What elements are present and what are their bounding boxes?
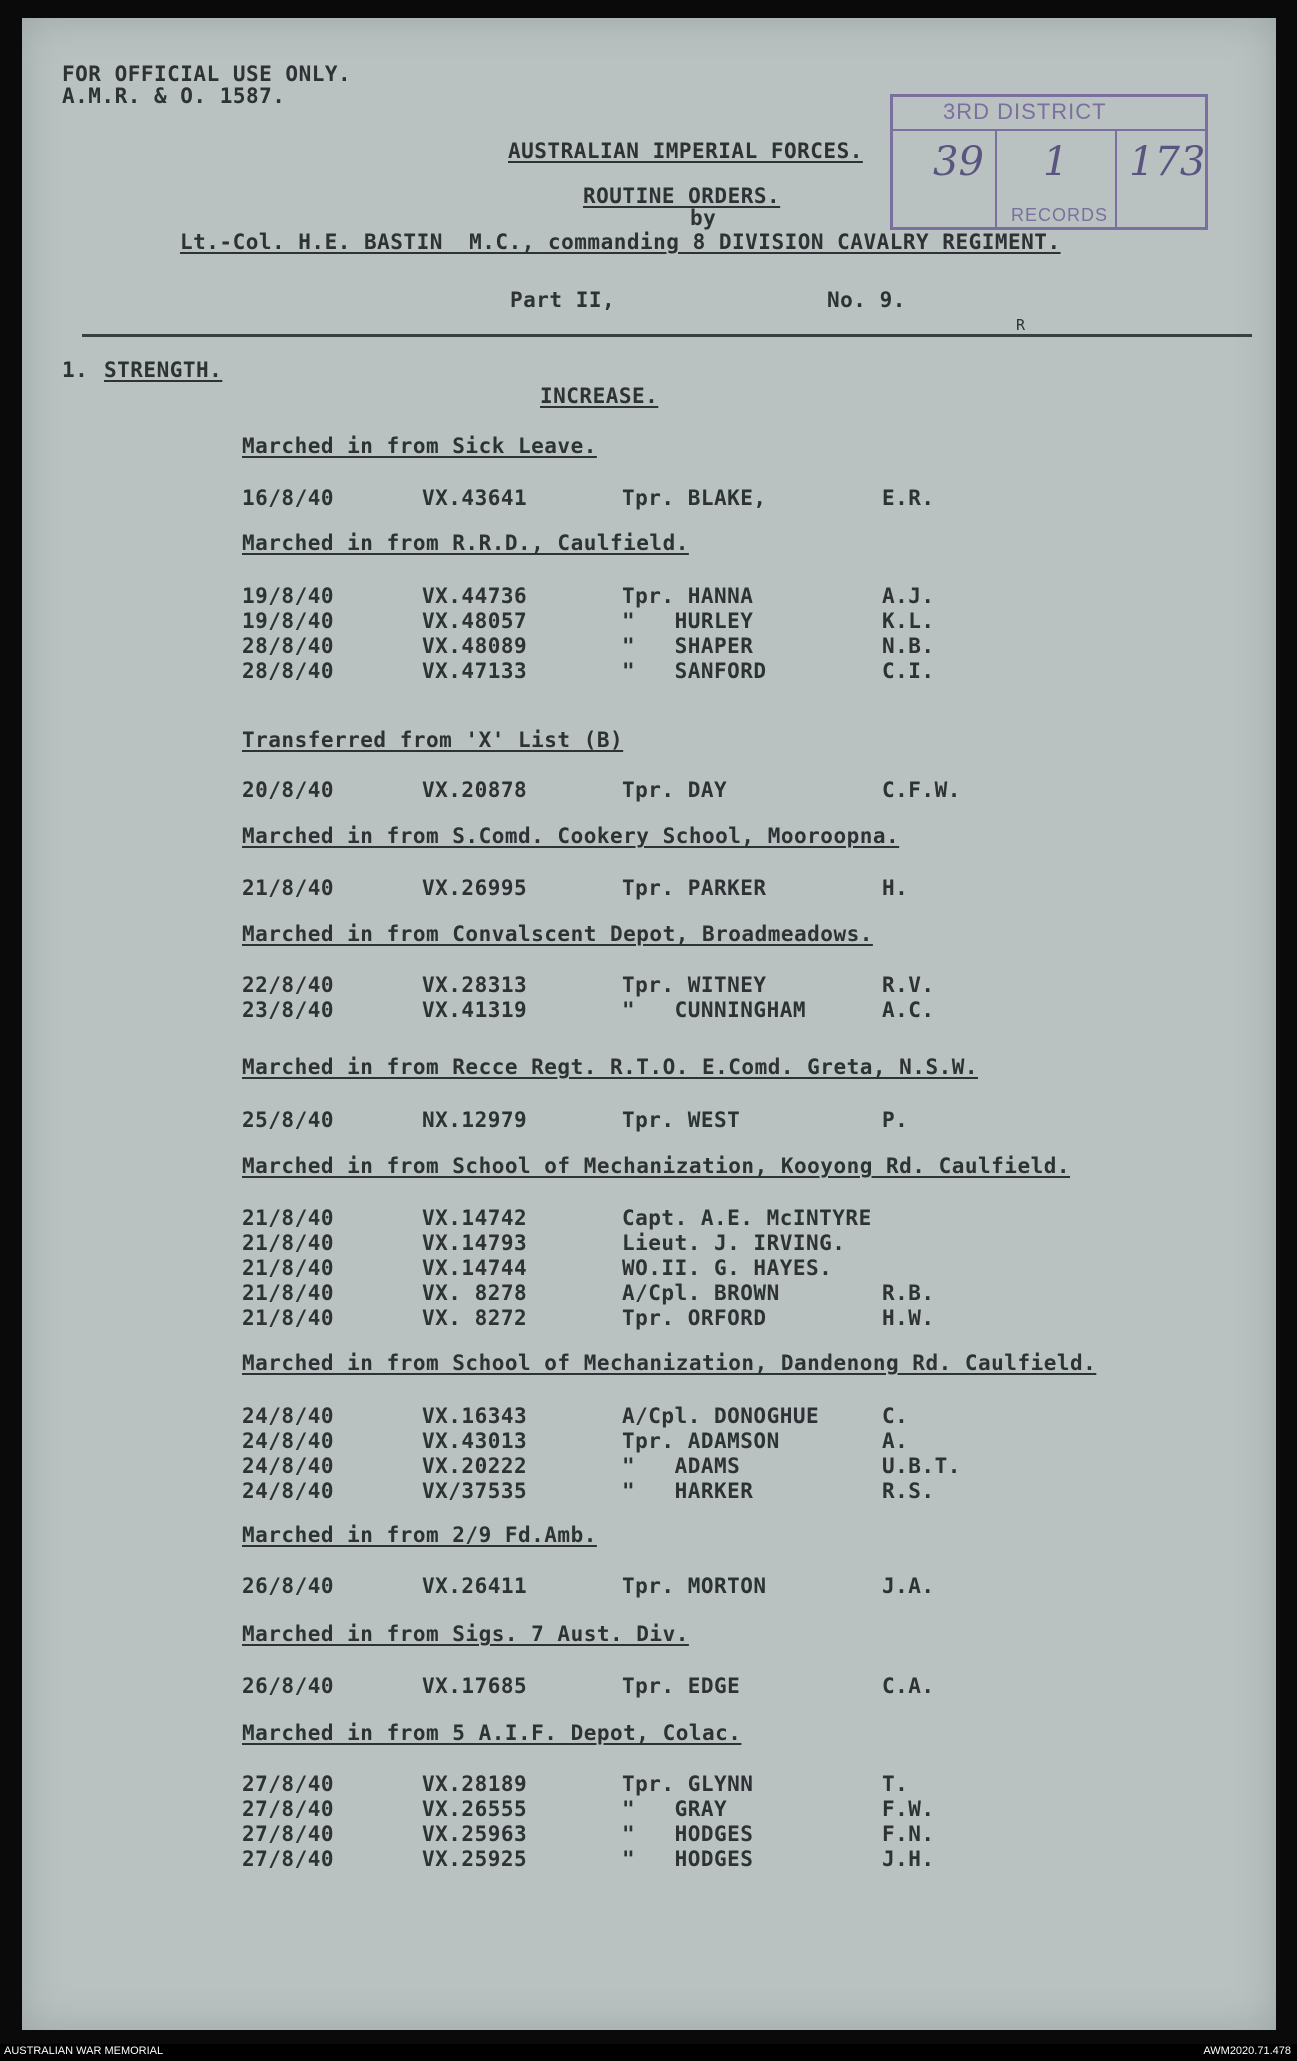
form-number-line: A.M.R. & O. 1587.: [62, 84, 286, 108]
entry-initials: R.S.: [882, 1479, 935, 1503]
entry-row: [22, 1847, 1276, 1869]
commander-line: Lt.-Col. H.E. BASTIN M.C., commanding 8 DIVISION CAVALRY REGIMENT.: [180, 230, 1061, 254]
entry-initials: N.B.: [882, 634, 935, 658]
entry-initials: C.F.W.: [882, 778, 961, 802]
entry-row: [22, 1108, 1276, 1130]
entry-initials: C.I.: [882, 659, 935, 683]
entry-initials: H.: [882, 876, 909, 900]
entry-rank-name: Tpr. EDGE: [622, 1674, 741, 1698]
entry-initials: C.: [882, 1404, 909, 1428]
document-title: AUSTRALIAN IMPERIAL FORCES.: [508, 139, 863, 163]
entry-date: 24/8/40: [242, 1429, 335, 1453]
entry-rank-name: Tpr. MORTON: [622, 1574, 767, 1598]
entry-row: [22, 659, 1276, 681]
entry-row: [22, 973, 1276, 995]
entry-service-number: VX.20222: [422, 1454, 528, 1478]
entry-row: [22, 778, 1276, 800]
entry-date: 21/8/40: [242, 1256, 335, 1280]
entry-service-number: VX.14793: [422, 1231, 528, 1255]
entry-row: [22, 1797, 1276, 1819]
entry-service-number: VX.26995: [422, 876, 528, 900]
entry-initials: C.A.: [882, 1674, 935, 1698]
entry-date: 21/8/40: [242, 1206, 335, 1230]
entry-service-number: VX.47133: [422, 659, 528, 683]
entry-service-number: VX/37535: [422, 1479, 528, 1503]
entry-rank-name: WO.II. G. HAYES.: [622, 1256, 833, 1280]
entry-row: [22, 1454, 1276, 1476]
entry-date: 19/8/40: [242, 609, 335, 633]
entry-service-number: VX.43641: [422, 486, 528, 510]
entry-initials: R.V.: [882, 973, 935, 997]
footer-institution: AUSTRALIAN WAR MEMORIAL: [4, 2045, 164, 2057]
records-stamp: [890, 94, 1208, 230]
entry-service-number: VX.26411: [422, 1574, 528, 1598]
entry-date: 21/8/40: [242, 1231, 335, 1255]
entry-rank-name: " SHAPER: [622, 634, 754, 658]
entry-row: [22, 1206, 1276, 1228]
entry-service-number: VX.44736: [422, 584, 528, 608]
entry-service-number: VX.14742: [422, 1206, 528, 1230]
entry-initials: H.W.: [882, 1306, 935, 1330]
group-heading: Marched in from 5 A.I.F. Depot, Colac.: [242, 1721, 742, 1745]
entry-initials: P.: [882, 1108, 909, 1132]
footer-reference: AWM2020.71.478: [1203, 2045, 1291, 2057]
entry-rank-name: A/Cpl. BROWN: [622, 1281, 780, 1305]
entry-row: [22, 1772, 1276, 1794]
entry-date: 21/8/40: [242, 1306, 335, 1330]
entry-row: [22, 486, 1276, 508]
entry-row: [22, 1231, 1276, 1253]
stamp-divider: [1115, 129, 1117, 229]
entry-row: [22, 1479, 1276, 1501]
group-heading: Marched in from Recce Regt. R.T.O. E.Comd. Greta, N.S.W.: [242, 1055, 979, 1079]
entry-service-number: VX.16343: [422, 1404, 528, 1428]
entry-rank-name: Tpr. GLYNN: [622, 1772, 754, 1796]
entry-rank-name: " SANFORD: [622, 659, 767, 683]
entry-initials: F.N.: [882, 1822, 935, 1846]
entry-rank-name: Lieut. J. IRVING.: [622, 1231, 846, 1255]
entry-initials: T.: [882, 1772, 909, 1796]
entry-rank-name: " CUNNINGHAM: [622, 998, 807, 1022]
entry-service-number: VX.20878: [422, 778, 528, 802]
entry-row: [22, 876, 1276, 898]
entry-rank-name: A/Cpl. DONOGHUE: [622, 1404, 820, 1428]
entry-row: [22, 1404, 1276, 1426]
entry-rank-name: " HODGES: [622, 1847, 754, 1871]
entry-date: 27/8/40: [242, 1772, 335, 1796]
entry-row: [22, 998, 1276, 1020]
section-number: 1.: [62, 358, 89, 382]
group-heading: Marched in from School of Mechanization, Dandenong Rd. Caulfield.: [242, 1351, 1097, 1375]
entry-date: 22/8/40: [242, 973, 335, 997]
official-use-line: FOR OFFICIAL USE ONLY.: [62, 62, 352, 86]
entry-initials: J.H.: [882, 1847, 935, 1871]
stamp-handwritten-1: 39: [933, 139, 984, 185]
stamp-handwritten-2: 1: [1043, 139, 1069, 185]
entry-rank-name: " ADAMS: [622, 1454, 741, 1478]
entry-date: 26/8/40: [242, 1674, 335, 1698]
entry-date: 27/8/40: [242, 1822, 335, 1846]
entry-initials: J.A.: [882, 1574, 935, 1598]
entry-rank-name: " GRAY: [622, 1797, 728, 1821]
entry-date: 24/8/40: [242, 1454, 335, 1478]
entry-row: [22, 1256, 1276, 1278]
entry-rank-name: " HODGES: [622, 1822, 754, 1846]
entry-initials: A.C.: [882, 998, 935, 1022]
entry-service-number: VX.48089: [422, 634, 528, 658]
group-heading: Marched in from S.Comd. Cookery School, Mooroopna.: [242, 824, 900, 848]
entry-rank-name: " HARKER: [622, 1479, 754, 1503]
entry-initials: R.B.: [882, 1281, 935, 1305]
entry-date: 25/8/40: [242, 1108, 335, 1132]
entry-initials: E.R.: [882, 486, 935, 510]
archive-footer: [0, 2044, 1297, 2061]
entry-date: 27/8/40: [242, 1847, 335, 1871]
part-label: Part II,: [510, 288, 616, 312]
entry-service-number: VX.48057: [422, 609, 528, 633]
group-heading: Transferred from 'X' List (B): [242, 728, 624, 752]
entry-rank-name: Tpr. HANNA: [622, 584, 754, 608]
entry-initials: A.: [882, 1429, 909, 1453]
entry-row: [22, 1822, 1276, 1844]
entry-row: [22, 584, 1276, 606]
entry-date: 19/8/40: [242, 584, 335, 608]
entry-initials: A.J.: [882, 584, 935, 608]
group-heading: Marched in from Sigs. 7 Aust. Div.: [242, 1622, 689, 1646]
entry-initials: F.W.: [882, 1797, 935, 1821]
entry-service-number: NX.12979: [422, 1108, 528, 1132]
entry-rank-name: Tpr. WEST: [622, 1108, 741, 1132]
stamp-handwritten-3: 173: [1129, 139, 1206, 185]
order-number: No. 9.: [827, 288, 906, 312]
increase-heading: INCREASE.: [540, 384, 659, 408]
by-line: by: [690, 206, 717, 230]
entry-date: 16/8/40: [242, 486, 335, 510]
entry-service-number: VX.25963: [422, 1822, 528, 1846]
entry-rank-name: " HURLEY: [622, 609, 754, 633]
entry-service-number: VX. 8272: [422, 1306, 528, 1330]
group-heading: Marched in from R.R.D., Caulfield.: [242, 531, 689, 555]
entry-date: 26/8/40: [242, 1574, 335, 1598]
entry-service-number: VX.25925: [422, 1847, 528, 1871]
entry-date: 28/8/40: [242, 634, 335, 658]
group-heading: Marched in from Sick Leave.: [242, 434, 597, 458]
entry-initials: U.B.T.: [882, 1454, 961, 1478]
entry-date: 23/8/40: [242, 998, 335, 1022]
entry-row: [22, 609, 1276, 631]
entry-row: [22, 634, 1276, 656]
stamp-divider: [893, 129, 1205, 131]
entry-row: [22, 1429, 1276, 1451]
entry-date: 24/8/40: [242, 1404, 335, 1428]
group-heading: Marched in from 2/9 Fd.Amb.: [242, 1523, 597, 1547]
entry-rank-name: Tpr. ORFORD: [622, 1306, 767, 1330]
header-rule: [82, 334, 1252, 337]
entry-rank-name: Tpr. BLAKE,: [622, 486, 767, 510]
entry-rank-name: Tpr. WITNEY: [622, 973, 767, 997]
entry-date: 21/8/40: [242, 1281, 335, 1305]
section-title: STRENGTH.: [104, 358, 223, 382]
entry-date: 27/8/40: [242, 1797, 335, 1821]
entry-date: 20/8/40: [242, 778, 335, 802]
stamp-records-text: RECORDS: [1011, 205, 1109, 225]
document-page: [22, 18, 1276, 2030]
entry-rank-name: Tpr. ADAMSON: [622, 1429, 780, 1453]
entry-date: 28/8/40: [242, 659, 335, 683]
entry-initials: K.L.: [882, 609, 935, 633]
entry-rank-name: Tpr. PARKER: [622, 876, 767, 900]
margin-mark: R: [1016, 316, 1026, 334]
entry-service-number: VX.14744: [422, 1256, 528, 1280]
entry-service-number: VX. 8278: [422, 1281, 528, 1305]
entry-service-number: VX.17685: [422, 1674, 528, 1698]
group-heading: Marched in from Convalscent Depot, Broadmeadows.: [242, 922, 873, 946]
stamp-divider: [995, 129, 997, 229]
entry-rank-name: Tpr. DAY: [622, 778, 728, 802]
stamp-district-text: 3RD DISTRICT: [943, 99, 1107, 124]
entry-date: 24/8/40: [242, 1479, 335, 1503]
entry-service-number: VX.41319: [422, 998, 528, 1022]
entry-row: [22, 1674, 1276, 1696]
entry-rank-name: Capt. A.E. McINTYRE: [622, 1206, 872, 1230]
entry-row: [22, 1306, 1276, 1328]
entry-service-number: VX.28189: [422, 1772, 528, 1796]
entry-date: 21/8/40: [242, 876, 335, 900]
group-heading: Marched in from School of Mechanization, Kooyong Rd. Caulfield.: [242, 1154, 1071, 1178]
entry-row: [22, 1574, 1276, 1596]
entry-row: [22, 1281, 1276, 1303]
document-subtitle: ROUTINE ORDERS.: [583, 184, 781, 208]
entry-service-number: VX.28313: [422, 973, 528, 997]
entry-service-number: VX.43013: [422, 1429, 528, 1453]
entry-service-number: VX.26555: [422, 1797, 528, 1821]
